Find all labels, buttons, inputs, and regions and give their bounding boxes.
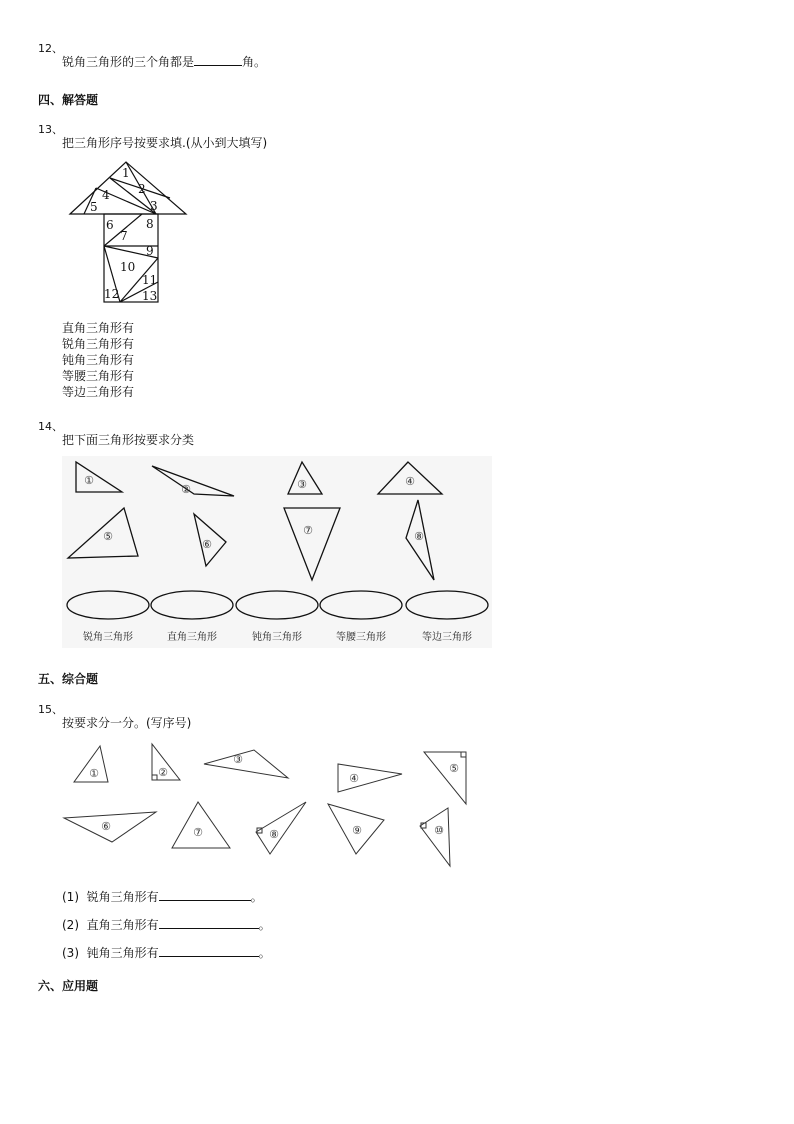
question-number-15: 15、 [38, 703, 63, 716]
triangle-q15-4 [338, 764, 402, 792]
triangle-marker-3: ③ [297, 478, 307, 491]
question-12-after: 角。 [242, 55, 267, 69]
figure-label-10: 10 [120, 260, 136, 274]
q15-marker-10: ⑩ [434, 824, 444, 837]
q15-marker-5: ⑤ [449, 762, 459, 775]
question-number-13: 13、 [38, 123, 63, 136]
q15-answer-2 [62, 916, 271, 933]
answer-line-right[interactable]: 直角三角形有 [62, 321, 135, 335]
q15-answer-label-3: 钝角三角形有 [86, 946, 159, 960]
triangle-q15-5 [424, 752, 466, 804]
q15-marker-8: ⑧ [269, 828, 279, 841]
triangle-marker-1: ① [84, 474, 94, 487]
category-label-isosceles: 等腰三角形 [336, 632, 386, 643]
triangle-q15-3 [204, 750, 288, 778]
q15-answer-number-1: (1) [62, 890, 79, 904]
category-label-right: 直角三角形 [167, 632, 217, 643]
triangle-marker-6: ⑥ [202, 538, 212, 551]
q15-answer-blank-3[interactable] [159, 956, 259, 957]
triangle-q15-7 [172, 802, 230, 848]
answer-line-obtuse[interactable]: 钝角三角形有 [62, 353, 135, 367]
q15-answer-end-2: 。 [258, 918, 271, 932]
q15-answer-blank-1[interactable] [159, 900, 251, 901]
q15-answer-3 [62, 944, 271, 961]
classify-triangles-figure [62, 456, 492, 648]
category-label-equilateral: 等边三角形 [422, 632, 472, 643]
section-heading-5: 五、综合题 [38, 672, 99, 686]
question-14-text: 把下面三角形按要求分类 [62, 433, 195, 447]
question-13-answer-list [62, 320, 134, 400]
triangle-marker-7: ⑦ [303, 524, 313, 537]
figure-label-7: 7 [120, 229, 128, 243]
q15-marker-4: ④ [349, 772, 359, 785]
figure-label-9: 9 [146, 244, 154, 258]
q15-answer-1 [62, 888, 263, 905]
q15-answer-blank-2[interactable] [159, 928, 259, 929]
right-angle-mark-2 [152, 775, 157, 780]
figure-label-6: 6 [106, 218, 114, 232]
triangle-marker-4: ④ [405, 475, 415, 488]
figure-label-13: 13 [142, 289, 158, 303]
triangle-marker-2: ② [181, 483, 191, 496]
question-number-12: 12、 [38, 42, 63, 55]
figure-label-8: 8 [146, 217, 154, 231]
question-number-14: 14、 [38, 420, 63, 433]
q15-marker-1: ① [89, 767, 99, 780]
right-angle-mark-5 [461, 752, 466, 757]
question-12-before: 锐角三角形的三个角都是 [62, 55, 195, 69]
triangle-q15-10 [420, 808, 450, 866]
triangle-marker-5: ⑤ [103, 530, 113, 543]
section-heading-4: 四、解答题 [38, 93, 99, 107]
figure-label-5: 5 [90, 200, 98, 214]
triangle-marker-8: ⑧ [414, 530, 424, 543]
answer-line-isosceles[interactable]: 等腰三角形有 [62, 369, 135, 383]
section-heading-6: 六、应用题 [38, 979, 99, 993]
figure-label-11: 11 [142, 273, 158, 287]
figure-label-3: 3 [150, 199, 158, 213]
q15-answer-label-1: 锐角三角形有 [86, 890, 159, 904]
answer-blank-12[interactable] [194, 65, 242, 66]
answer-line-acute[interactable]: 锐角三角形有 [62, 337, 135, 351]
triangle-q15-8 [256, 802, 306, 854]
q15-marker-2: ② [158, 766, 168, 779]
q15-answer-label-2: 直角三角形有 [86, 918, 159, 932]
q15-answer-end-3: 。 [258, 946, 271, 960]
figure-label-12: 12 [104, 287, 120, 301]
figure-label-1: 1 [122, 166, 130, 180]
answer-line-equilateral[interactable]: 等边三角形有 [62, 385, 135, 399]
q15-answer-number-2: (2) [62, 918, 79, 932]
category-label-obtuse: 钝角三角形 [252, 632, 302, 643]
arrow-triangle-figure [66, 158, 192, 306]
q15-marker-6: ⑥ [101, 820, 111, 833]
q15-answer-end-1: 。 [250, 890, 263, 904]
sort-triangles-figure [58, 740, 478, 870]
figure-label-2: 2 [138, 182, 146, 196]
question-13-text: 把三角形序号按要求填.(从小到大填写) [62, 136, 268, 150]
q15-marker-3: ③ [233, 753, 243, 766]
question-15-text: 按要求分一分。(写序号) [62, 716, 192, 730]
q15-marker-7: ⑦ [193, 826, 203, 839]
q15-answer-number-3: (3) [62, 946, 79, 960]
category-label-acute: 锐角三角形 [83, 632, 133, 643]
q15-marker-9: ⑨ [352, 824, 362, 837]
figure-label-4: 4 [102, 188, 110, 202]
question-12-text [62, 53, 266, 70]
